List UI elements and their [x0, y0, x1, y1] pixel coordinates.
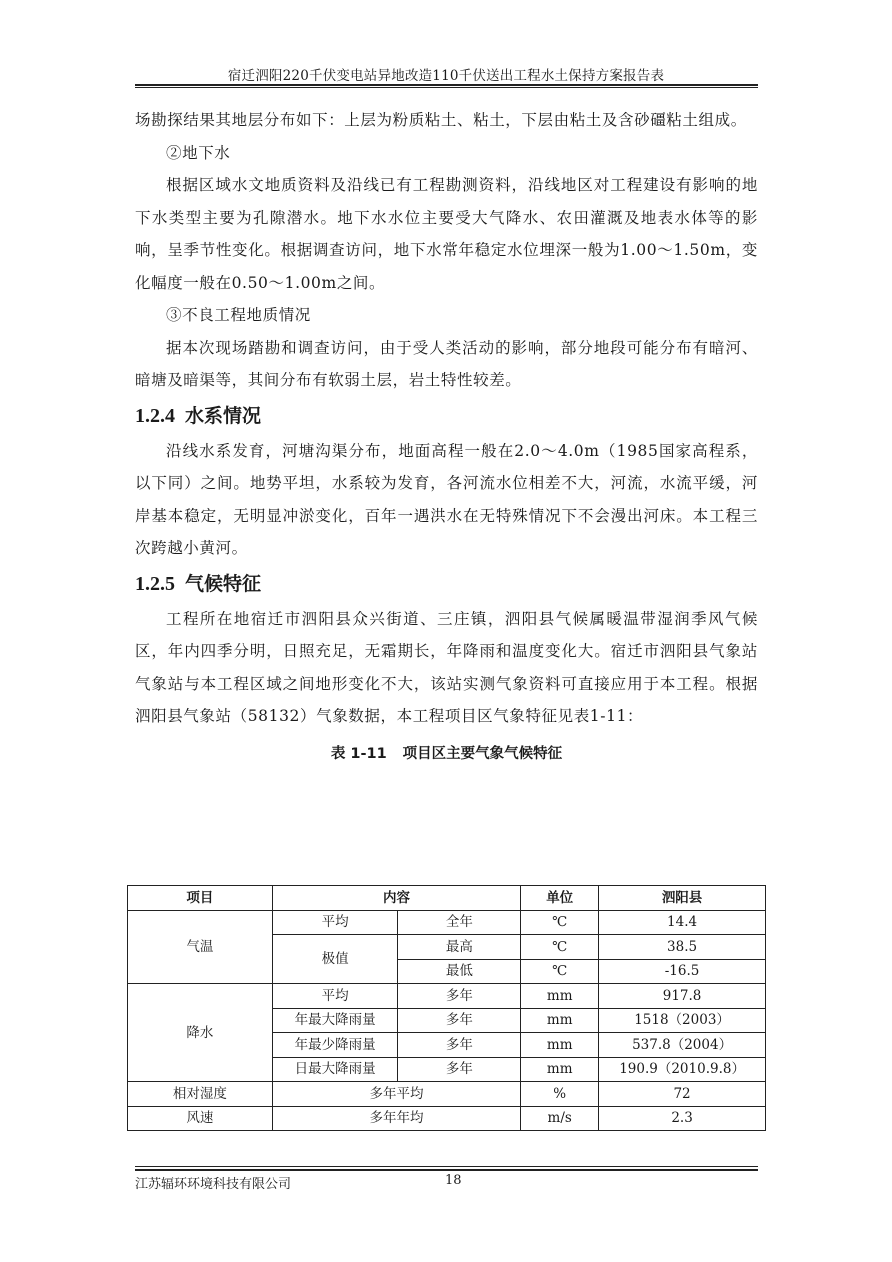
table-cell: 38.5	[599, 935, 766, 960]
paragraph-adverse-geology: 据本次现场踏勘和调查访问，由于受人类活动的影响，部分地段可能分布有暗河、暗塘及暗渠等，其间分布有软弱土层，岩土特性较差。	[135, 338, 758, 389]
header-cell: 泗阳县	[599, 886, 766, 911]
table-cell: 极值	[272, 935, 398, 984]
table-cell: 日最大降雨量	[272, 1057, 398, 1082]
table-cell: 最高	[398, 935, 521, 960]
table-cell: 917.8	[599, 984, 766, 1009]
paragraph-water-system: 沿线水系发育，河塘沟渠分布，地面高程一般在2.0～4.0m（1985国家高程系，以下同）之间。地势平坦，水系较为发育，各河流水位相差不大，河流，水流平缓，河岸基本稳定，无明显冲淤变化，百年一遇洪水在无特殊情况下不会漫出河床。本工程三次跨越小黄河。	[135, 441, 758, 557]
page-header-title: 宿迁泗阳220千伏变电站异地改造110千伏送出工程水土保持方案报告表	[227, 68, 665, 84]
table-cell: 14.4	[599, 910, 766, 935]
header-rule-thin	[135, 87, 758, 88]
table-cell: 多年	[398, 984, 521, 1009]
table-cell: 190.9（2010.9.8）	[599, 1057, 766, 1082]
table-cell: 年最大降雨量	[272, 1008, 398, 1033]
climate-table	[127, 885, 766, 1131]
table-number: 表 1-11	[330, 745, 387, 762]
table-row	[128, 1082, 766, 1107]
section-number: 1.2.5	[135, 572, 175, 595]
table-cell: 多年	[398, 1008, 521, 1033]
table-cell: 平均	[272, 984, 398, 1009]
header-cell: 单位	[521, 886, 599, 911]
header-cell: 项目	[128, 886, 273, 911]
section-heading-climate	[135, 565, 758, 603]
table-cell: 多年	[398, 1033, 521, 1058]
table-cell: 1518（2003）	[599, 1008, 766, 1033]
table-cell: 最低	[398, 959, 521, 984]
table-cell: 72	[599, 1082, 766, 1107]
table-row	[128, 1106, 766, 1131]
table-cell: %	[521, 1082, 599, 1107]
table-row	[128, 910, 766, 935]
table-cell: mm	[521, 1008, 599, 1033]
page-number: 18	[445, 1173, 462, 1188]
table-cell: mm	[521, 1033, 599, 1058]
document-body	[135, 104, 758, 765]
section-title: 水系情况	[185, 404, 262, 427]
row-group-label: 气温	[128, 910, 273, 984]
table-cell: -16.5	[599, 959, 766, 984]
subheading-adverse-geology: ③不良工程地质情况	[166, 306, 311, 324]
table-cell: m/s	[521, 1106, 599, 1131]
table-cell: ℃	[521, 935, 599, 960]
row-group-label: 风速	[128, 1106, 273, 1131]
paragraph-climate: 工程所在地宿迁市泗阳县众兴街道、三庄镇，泗阳县气候属暖温带湿润季风气候区，年内四季分明，日照充足，无霜期长，年降雨和温度变化大。宿迁市泗阳县气象站气象站与本工程区域之间地形变化不大，该站实测气象资料可直接应用于本工程。根据泗阳县气象站（58132）气象数据，本工程项目区气象特征见表1-11：	[135, 609, 758, 725]
table-cell: 多年平均	[272, 1082, 521, 1107]
footer-rule-thin	[135, 1166, 758, 1167]
table-cell: mm	[521, 1057, 599, 1082]
paragraph-strata: 场勘探结果其地层分布如下：上层为粉质粘土、粘土，下层由粘土及含砂礓粘土组成。	[135, 111, 747, 129]
section-title: 气候特征	[185, 572, 262, 595]
table-header-row	[128, 886, 766, 911]
table-cell: ℃	[521, 959, 599, 984]
table-cell: 2.3	[599, 1106, 766, 1131]
table-cell: 多年年均	[272, 1106, 521, 1131]
table-title: 项目区主要气象气候特征	[402, 745, 563, 762]
footer-rule-thick	[135, 1169, 758, 1171]
table-cell: 年最少降雨量	[272, 1033, 398, 1058]
header-cell: 内容	[272, 886, 521, 911]
subheading-groundwater: ②地下水	[166, 143, 231, 162]
table-cell: 多年	[398, 1057, 521, 1082]
table-cell: 537.8（2004）	[599, 1033, 766, 1058]
table-cell: 平均	[272, 910, 398, 935]
section-heading-water-system	[135, 397, 758, 435]
row-group-label: 相对湿度	[128, 1082, 273, 1107]
table-cell: ℃	[521, 910, 599, 935]
paragraph-groundwater: 根据区域水文地质资料及沿线已有工程勘测资料，沿线地区对工程建设有影响的地下水类型主要为孔隙潜水。地下水水位主要受大气降水、农田灌溉及地表水体等的影响，呈季节性变化。根据调查访问，地下水常年稳定水位埋深一般为1.00～1.50m，变化幅度一般在0.50～1.00m之间。	[135, 176, 758, 292]
table-caption	[135, 743, 758, 765]
row-group-label: 降水	[128, 984, 273, 1082]
section-number: 1.2.4	[135, 404, 175, 427]
footer-company: 江苏辐环环境科技有限公司	[135, 1177, 292, 1192]
table-cell: mm	[521, 984, 599, 1009]
table-cell: 全年	[398, 910, 521, 935]
table-row	[128, 984, 766, 1009]
header-rule-thick	[135, 84, 758, 86]
